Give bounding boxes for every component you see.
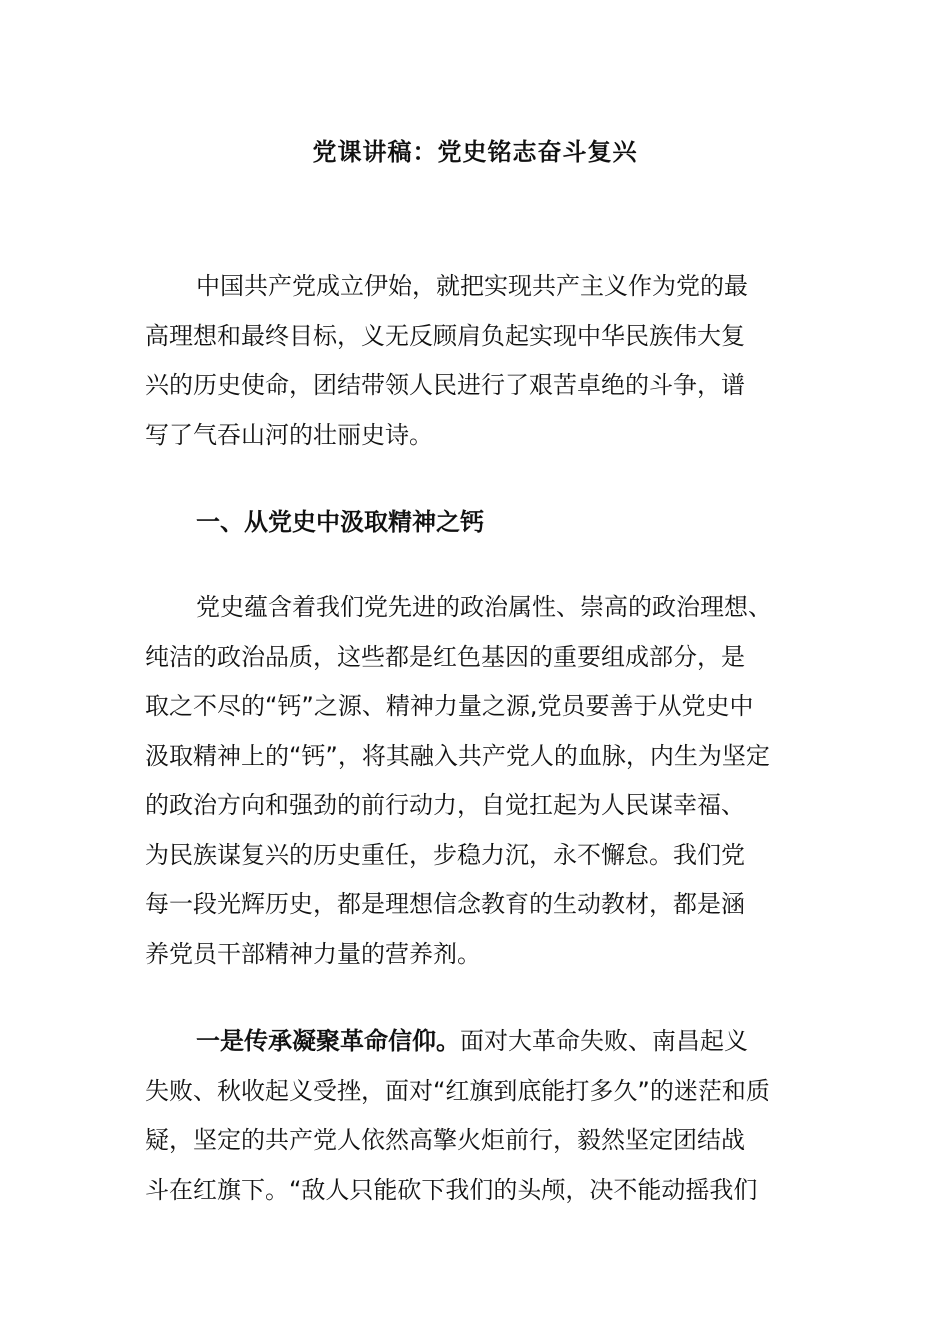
paragraph-line: 失败、秋收起义受挫，面对“红旗到底能打多久”的迷茫和质 — [145, 1076, 770, 1105]
paragraph-line: 每一段光辉历史，都是理想信念教育的生动教材，都是涵 — [145, 890, 745, 918]
paragraph-line: 斗在红旗下。“敌人只能砍下我们的头颅，决不能动摇我们 — [145, 1175, 758, 1204]
paragraph-line: 纯洁的政治品质，这些都是红色基因的重要组成部分，是 — [145, 642, 745, 671]
paragraph-line: 的政治方向和强劲的前行动力，自觉扛起为人民谋幸福、 — [145, 791, 745, 819]
paragraph-line: 党史蕴含着我们党先进的政治属性、崇高的政治理想、 — [196, 593, 772, 621]
section-heading: 一、从党史中汲取精神之钙 — [196, 508, 484, 536]
paragraph-line: 中国共产党成立伊始，就把实现共产主义作为党的最 — [196, 272, 748, 300]
point-lead: 一是传承凝聚革命信仰。 — [196, 1027, 460, 1055]
paragraph-line: 养党员干部精神力量的营养剂。 — [145, 939, 481, 968]
paragraph-section1 — [145, 583, 805, 979]
paragraph-line: 兴的历史使命，团结带领人民进行了艰苦卓绝的斗争，谱 — [145, 371, 745, 399]
point-text: 面对大革命失败、南昌起义 — [460, 1027, 748, 1055]
paragraph-line: 取之不尽的“钙”之源、精神力量之源,党员要善于从党史中 — [145, 692, 754, 720]
paragraph-line: 汲取精神上的“钙”，将其融入共产党人的血脉，内生为坚定 — [145, 741, 770, 770]
paragraph-line: 高理想和最终目标，义无反顾肩负起实现中华民族伟大复 — [145, 321, 745, 350]
paragraph-line: 疑，坚定的共产党人依然高擎火炬前行，毅然坚定团结战 — [145, 1126, 745, 1154]
paragraph-point1 — [145, 1017, 805, 1215]
paragraph-line: 写了气吞山河的壮丽史诗。 — [145, 420, 433, 449]
paragraph-intro — [145, 262, 805, 460]
paragraph-line: 为民族谋复兴的历史重任，步稳力沉，永不懈怠。我们党 — [145, 840, 745, 869]
document-title: 党课讲稿：党史铭志奋斗复兴 — [312, 138, 638, 166]
paragraph-line — [145, 1017, 805, 1067]
